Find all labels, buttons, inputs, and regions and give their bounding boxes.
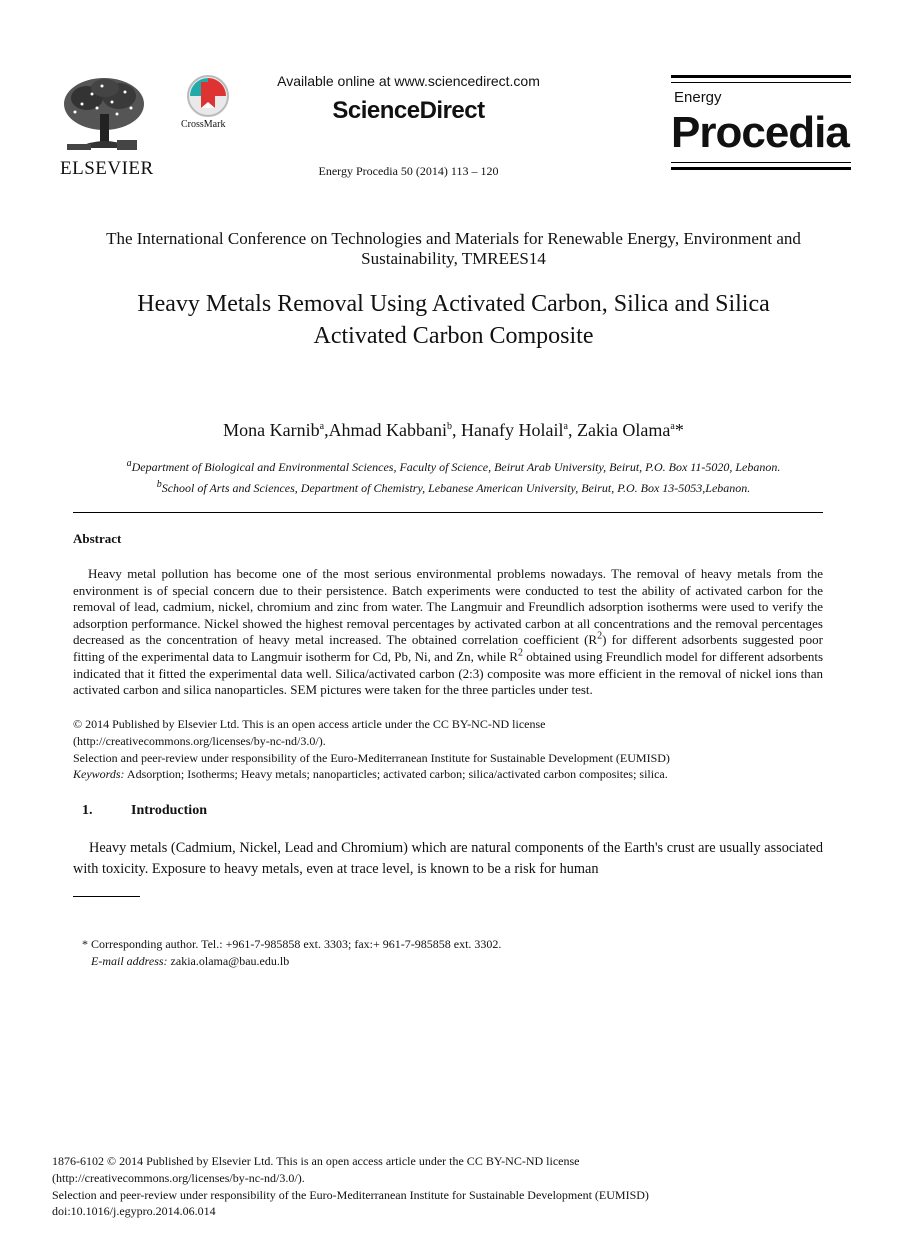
paper-title-line: Heavy Metals Removal Using Activated Carbon, Silica and Silica: [137, 291, 770, 317]
author-separator: ,: [452, 420, 462, 440]
journal-logo-procedia: Procedia: [671, 108, 849, 157]
keywords-line: [73, 766, 823, 782]
footnote-rule: [73, 896, 140, 897]
journal-logo-rule: [671, 167, 851, 170]
intro-paragraph: Heavy metals (Cadmium, Nickel, Lead and Chromium) which are natural components of the Earth's crust are usually associated with toxicity. Exposure to heavy metals, even at trace level, is known to be a risk for human: [73, 840, 823, 877]
copyright-line: © 2014 Published by Elsevier Ltd. This is an open access article under the CC BY-NC-ND license: [73, 717, 546, 731]
conference-name: The International Conference on Technologies and Materials for Renewable Energy, Environment and Sustainability, TMREES14: [106, 229, 801, 268]
author-name: Hanafy Holail: [461, 420, 564, 440]
publisher-name: ELSEVIER: [60, 158, 154, 179]
author-affiliation-mark: a: [670, 421, 675, 432]
affiliation-text: Department of Biological and Environmental Sciences, Faculty of Science, Beirut Arab University, Beirut, P.O. Box 11-5020, Lebanon.: [131, 460, 781, 474]
superscript: 2: [517, 647, 523, 659]
issn-line: 1876-6102 © 2014 Published by Elsevier Ltd. This is an open access article under the CC BY-NC-ND license: [52, 1154, 580, 1168]
journal-reference: Energy Procedia 50 (2014) 113 – 120: [318, 164, 499, 178]
abstract-heading: Abstract: [73, 531, 122, 546]
email-address[interactable]: zakia.olama@bau.edu.lb: [167, 954, 290, 968]
footer-license-link[interactable]: (http://creativecommons.org/licenses/by-nc-nd/3.0/).: [52, 1171, 305, 1185]
affiliation-b: [60, 481, 847, 496]
author-separator: *: [674, 420, 684, 440]
affiliation-a: [60, 460, 847, 475]
author-affiliation-mark: b: [447, 421, 453, 432]
section-divider: [73, 512, 823, 513]
author-name: Ahmad Kabbani: [328, 420, 448, 440]
keywords-text: Adsorption; Isotherms; Heavy metals; nanoparticles; activated carbon; silica/activated carbon composites; silica.: [124, 767, 668, 781]
email-line: [91, 954, 289, 969]
author-name: Zakia Olama: [576, 420, 671, 440]
author-name: Mona Karnib: [223, 420, 320, 440]
journal-logo-rule: [671, 162, 851, 163]
journal-logo-energy: Energy: [674, 89, 722, 106]
available-online-link[interactable]: Available online at www.sciencedirect.com: [277, 73, 540, 89]
doi-link[interactable]: doi:10.1016/j.egypro.2014.06.014: [52, 1204, 216, 1218]
author-affiliation-mark: a: [563, 421, 568, 432]
abstract-text-part: Heavy metal pollution has become one of the most serious environmental problems nowadays. The removal of heavy metals from the environment is of special concern due to their persistence. Batch experiments were conducted to test the ability of activated carbon for the removal of lead, cadmium, nickel, chromium and zinc from water. The Langmuir and Freundlich adsorption isotherms were used to verify the adsorption performance. Nickel showed the highest removal percentages by activated carbon at all concentrations and the removal percentages decreased as the concentration of heavy metal increased. The obtained correlation coefficient (R: [73, 566, 823, 648]
section-title: Introduction: [131, 803, 207, 818]
paper-title-line: Activated Carbon Composite: [313, 323, 594, 349]
footer-peer-review: Selection and peer-review under responsibility of the Euro-Mediterranean Institute for Sustainable Development (EUMISD): [52, 1188, 649, 1202]
corresponding-author-note: * Corresponding author. Tel.: +961-7-985858 ext. 3303; fax:+ 961-7-985858 ext. 3302.: [82, 937, 502, 951]
affiliation-mark: b: [156, 479, 162, 490]
sciencedirect-logo: ScienceDirect: [332, 97, 485, 124]
author-separator: ,: [324, 420, 329, 440]
superscript: 2: [597, 631, 603, 643]
abstract-text: [73, 566, 823, 699]
author-affiliation-mark: a: [319, 421, 325, 432]
license-link[interactable]: (http://creativecommons.org/licenses/by-nc-nd/3.0/).: [73, 734, 326, 748]
section-number: 1.: [82, 803, 93, 818]
email-label: E-mail address:: [91, 954, 168, 968]
affiliation-mark: a: [126, 458, 132, 469]
paper-title: [60, 288, 847, 352]
journal-logo-rule: [671, 75, 851, 78]
affiliation-text: School of Arts and Sciences, Department of Chemistry, Lebanese American University, Beirut, P.O. Box 13-5053,Lebanon.: [161, 481, 751, 495]
abstract-text-part: ) for different adsorbents suggested poor fitting of the experimental data to Langmuir isotherm for Cd, Pb, Ni, and Zn, while R: [73, 632, 823, 664]
peer-review-line: Selection and peer-review under responsibility of the Euro-Mediterranean Institute for Sustainable Development (EUMISD): [73, 751, 670, 765]
keywords-label: Keywords:: [73, 767, 125, 781]
journal-logo-rule: [671, 82, 851, 83]
author-separator: ,: [567, 420, 577, 440]
author-list: [60, 420, 847, 441]
abstract-text-part: obtained using Freundlich model for different adsorbents indicated that it fitted the experimental data well. Silica/activated carbon (2:3) composite was more efficient in the removal of nickel ions than activated carbon and silica nanoparticles. SEM pictures were taken for the three particles under test.: [73, 648, 824, 698]
crossmark-label: CrossMark: [181, 119, 226, 130]
